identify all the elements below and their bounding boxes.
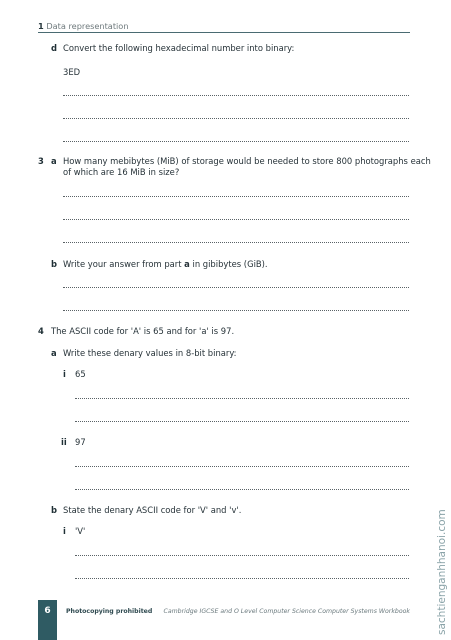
question-3a-text-line1: How many mebibytes (MiB) of storage would be needed to store 800 photographs each [63, 156, 431, 166]
answer-line[interactable] [75, 555, 409, 556]
question-4a-ii-value: 97 [75, 437, 86, 447]
question-4b-label: b [51, 505, 57, 515]
answer-line[interactable] [75, 466, 409, 467]
footer-copyright-note: Photocopying prohibited [66, 608, 153, 615]
question-3a-text-line2: of which are 16 MiB in size? [63, 167, 180, 177]
answer-line[interactable] [63, 196, 409, 197]
watermark-text: sachtienganhhanoi.com [436, 509, 448, 635]
question-4a-label: a [51, 348, 57, 358]
answer-line[interactable] [63, 310, 409, 311]
question-3b-label: b [51, 259, 57, 269]
question-3a-label: a [51, 156, 57, 166]
question-4b-i-value: 'V' [75, 526, 86, 536]
chapter-title: Data representation [46, 21, 129, 31]
question-4a-text: Write these denary values in 8-bit binary: [63, 348, 237, 358]
question-d-text: Convert the following hexadecimal number into binary: [63, 43, 295, 53]
question-4a-i-label: i [63, 369, 66, 379]
question-4-number: 4 [38, 326, 44, 336]
question-4b-i-label: i [63, 526, 66, 536]
answer-line[interactable] [63, 287, 409, 288]
footer-book-title: Cambridge IGCSE and O Level Computer Science Computer Systems Workbook [163, 608, 410, 615]
question-3-number: 3 [38, 156, 44, 166]
answer-line[interactable] [63, 118, 409, 119]
question-4b-text: State the denary ASCII code for 'V' and 'v'. [63, 505, 242, 515]
answer-line[interactable] [75, 578, 409, 579]
answer-line[interactable] [63, 219, 409, 220]
chapter-number: 1 [38, 21, 44, 31]
header-rule [38, 32, 410, 33]
question-4a-i-value: 65 [75, 369, 86, 379]
answer-line[interactable] [75, 398, 409, 399]
answer-line[interactable] [63, 242, 409, 243]
question-d-label: d [51, 43, 57, 53]
question-d-value: 3ED [63, 67, 81, 77]
page-number: 6 [44, 606, 51, 616]
question-3b-text: Write your answer from part a in gibibytes (GiB). [63, 259, 268, 269]
question-4-intro: The ASCII code for 'A' is 65 and for 'a' is 97. [51, 326, 235, 336]
question-4a-ii-label: ii [61, 437, 67, 447]
answer-line[interactable] [75, 421, 409, 422]
answer-line[interactable] [63, 141, 409, 142]
running-header [38, 21, 129, 31]
answer-line[interactable] [63, 95, 409, 96]
answer-line[interactable] [75, 489, 409, 490]
